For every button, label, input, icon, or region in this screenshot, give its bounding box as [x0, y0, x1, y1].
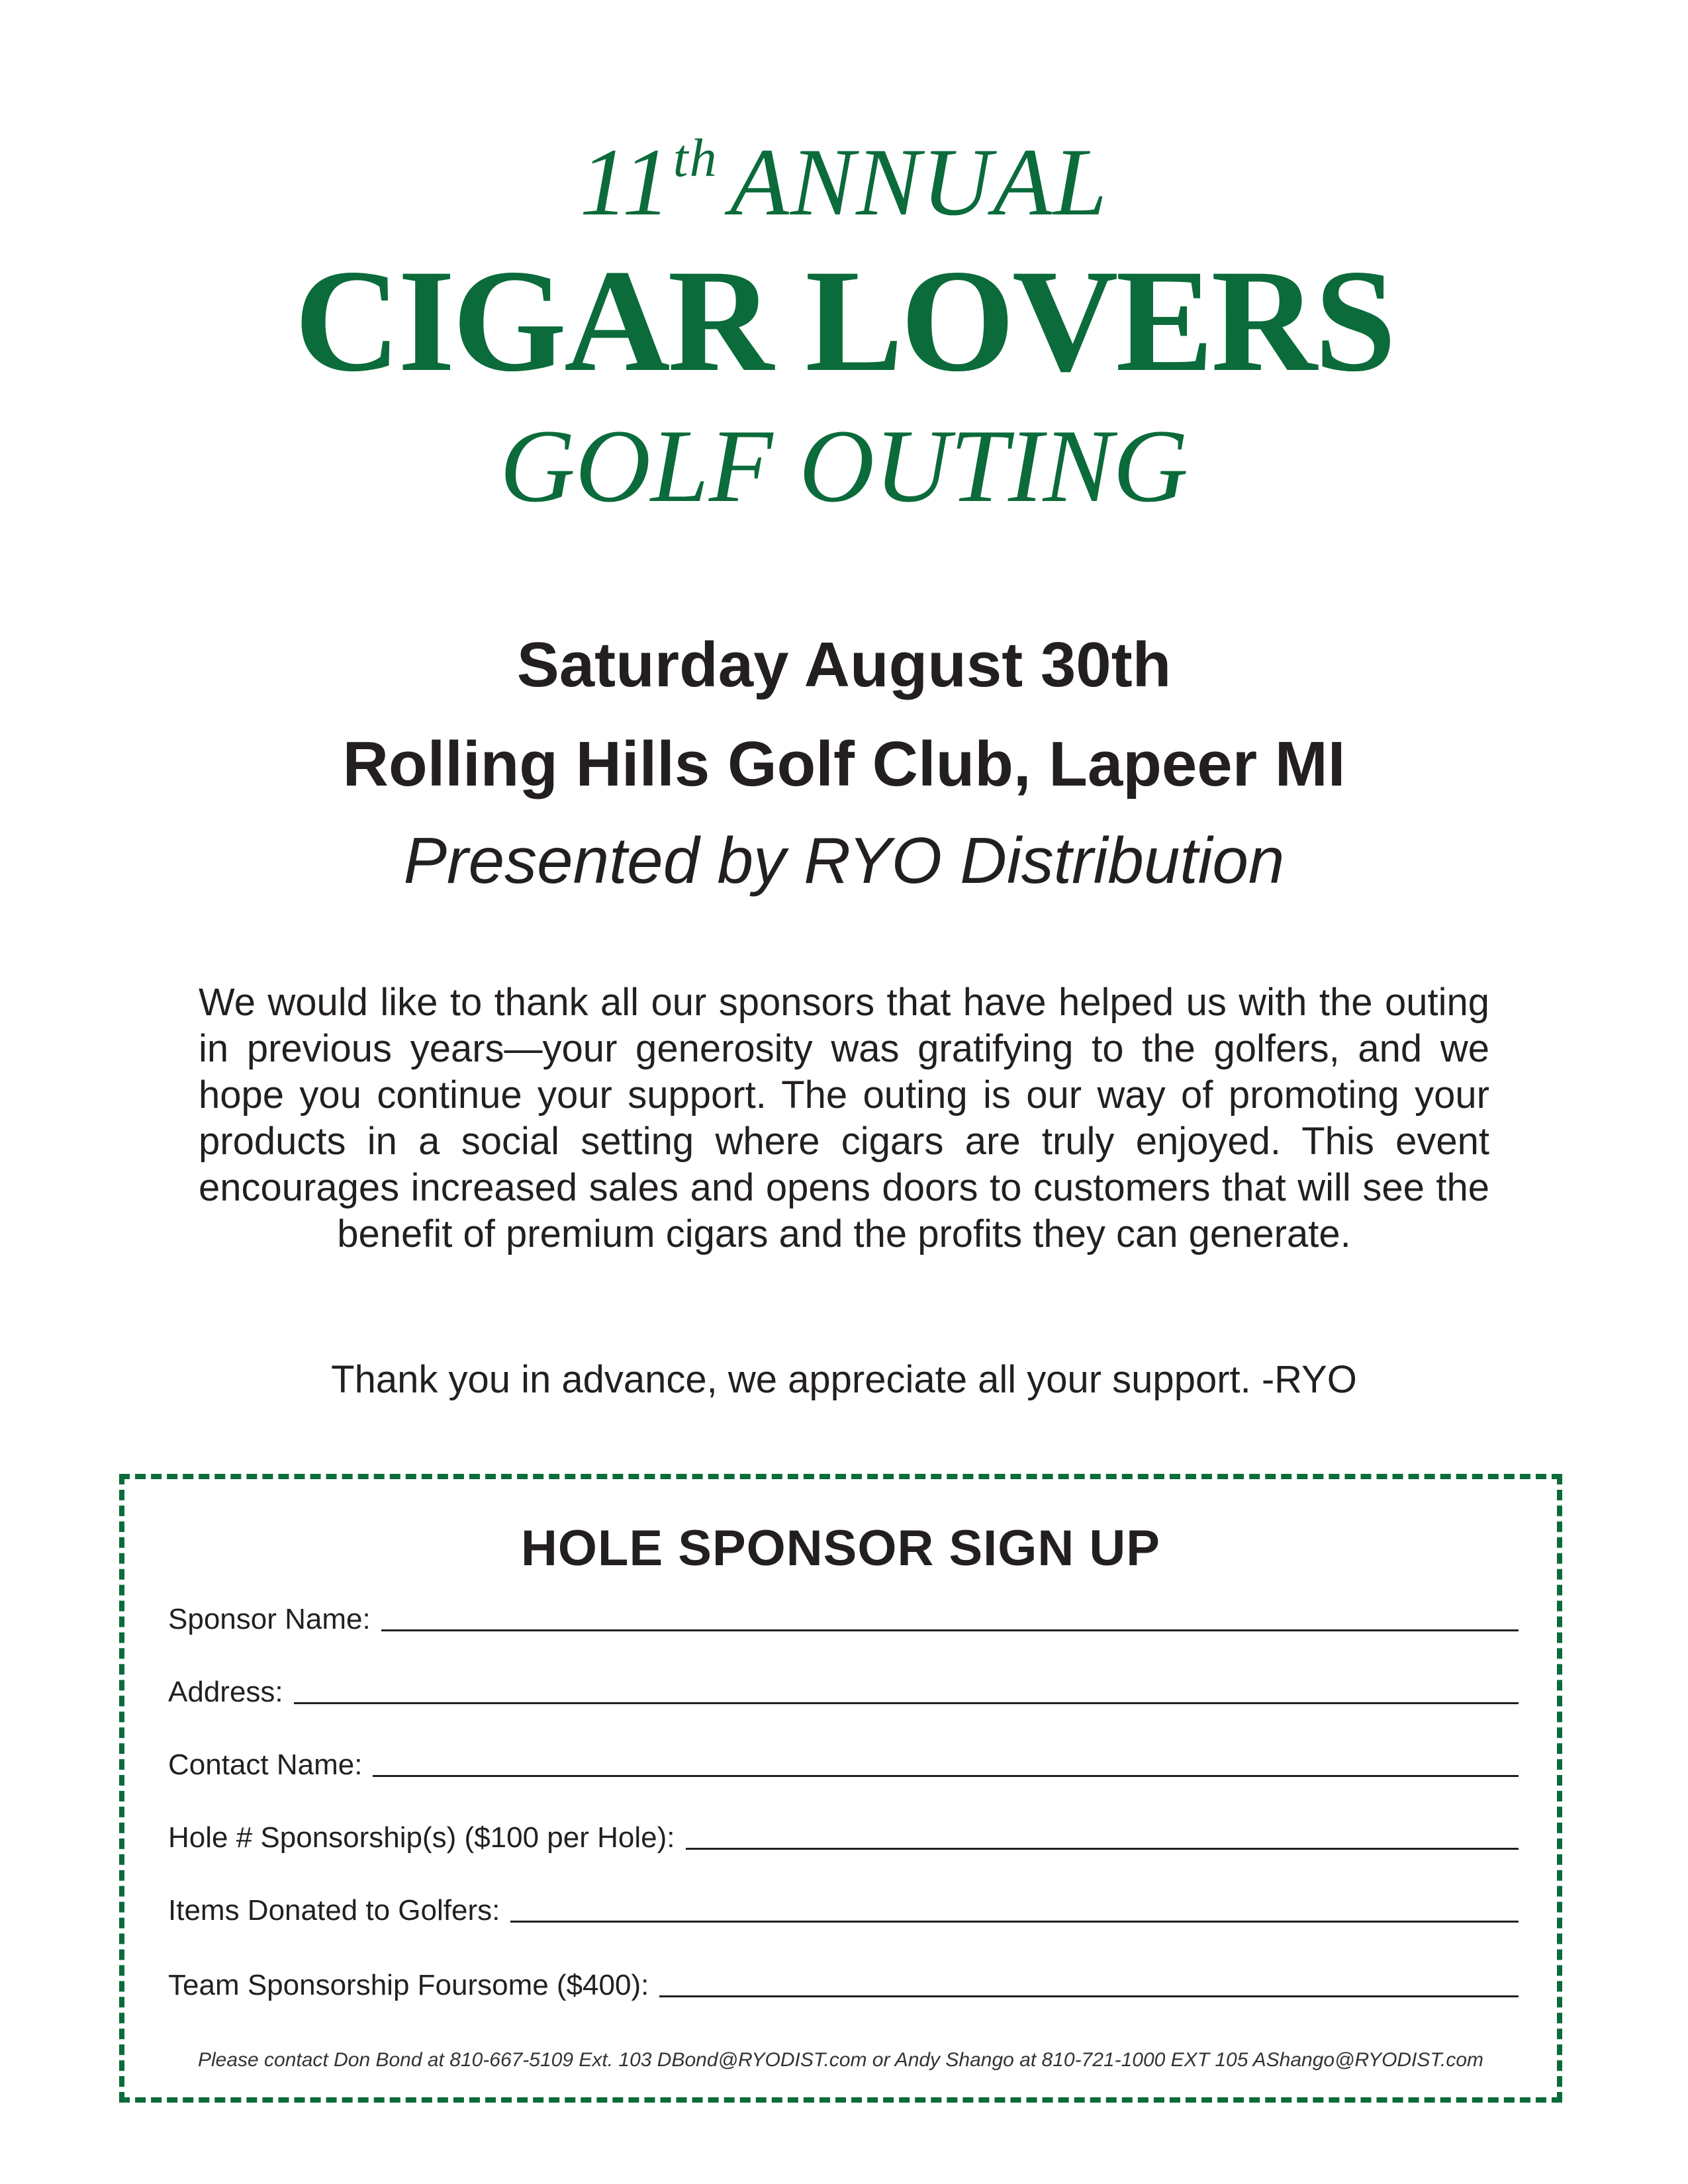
signup-title: HOLE SPONSOR SIGN UP [521, 1520, 1160, 1576]
items-donated-label: Items Donated to Golfers: [168, 1894, 500, 1927]
event-presenter: Presented by RYO Distribution [403, 824, 1285, 897]
hole-sponsorship-label: Hole # Sponsorship(s) ($100 per Hole): [168, 1821, 675, 1854]
sponsor-thanks-paragraph: We would like to thank all our sponsors that have helped us with the outing in previous years—your generosity was gratifying to the golfers, and we hope you continue your support. The outing is our way of promoting your products in a social setting where cigars are truly enjoyed. This event encourages increased sales and opens doors to customers that will see the benefit of premium cigars and the profits they can generate. [199, 981, 1489, 1255]
page-subtitle: GOLF OUTING [499, 408, 1189, 524]
items-donated-line[interactable] [510, 1921, 1519, 1923]
event-date: Saturday August 30th [516, 629, 1172, 700]
page-title: CIGAR LOVERS [294, 240, 1394, 402]
event-venue: Rolling Hills Golf Club, Lapeer MI [342, 729, 1346, 799]
items-donated-field [168, 1889, 1519, 1929]
address-label: Address: [168, 1676, 283, 1708]
team-sponsorship-field [168, 1964, 1519, 2004]
hole-sponsorship-field [168, 1817, 1519, 1856]
team-sponsorship-label: Team Sponsorship Foursome ($400): [168, 1969, 649, 2001]
annual-number: 11 [579, 128, 672, 236]
team-sponsorship-line[interactable] [659, 1995, 1519, 1997]
hole-sponsorship-line[interactable] [686, 1848, 1519, 1850]
sponsor-name-line[interactable] [381, 1629, 1519, 1631]
annual-suffix: th [673, 128, 718, 188]
address-line[interactable] [294, 1702, 1519, 1704]
contact-info: Please contact Don Bond at 810-667-5109 Ext. 103 DBond@RYODIST.com or Andy Shango at 810-721-1000 EXT 105 AShango@RYODIST.com [197, 2049, 1484, 2071]
contact-name-label: Contact Name: [168, 1749, 363, 1781]
contact-name-field [168, 1744, 1519, 1784]
address-field [168, 1671, 1519, 1711]
sponsor-name-field [168, 1598, 1519, 1638]
contact-name-line[interactable] [373, 1775, 1519, 1777]
sponsor-name-label: Sponsor Name: [168, 1603, 371, 1635]
annual-word: ANNUAL [729, 128, 1109, 236]
closing-thanks: Thank you in advance, we appreciate all your support. -RYO [331, 1358, 1357, 1401]
annual-heading [0, 126, 1688, 253]
hole-sponsor-signup-form [119, 1474, 1562, 2103]
